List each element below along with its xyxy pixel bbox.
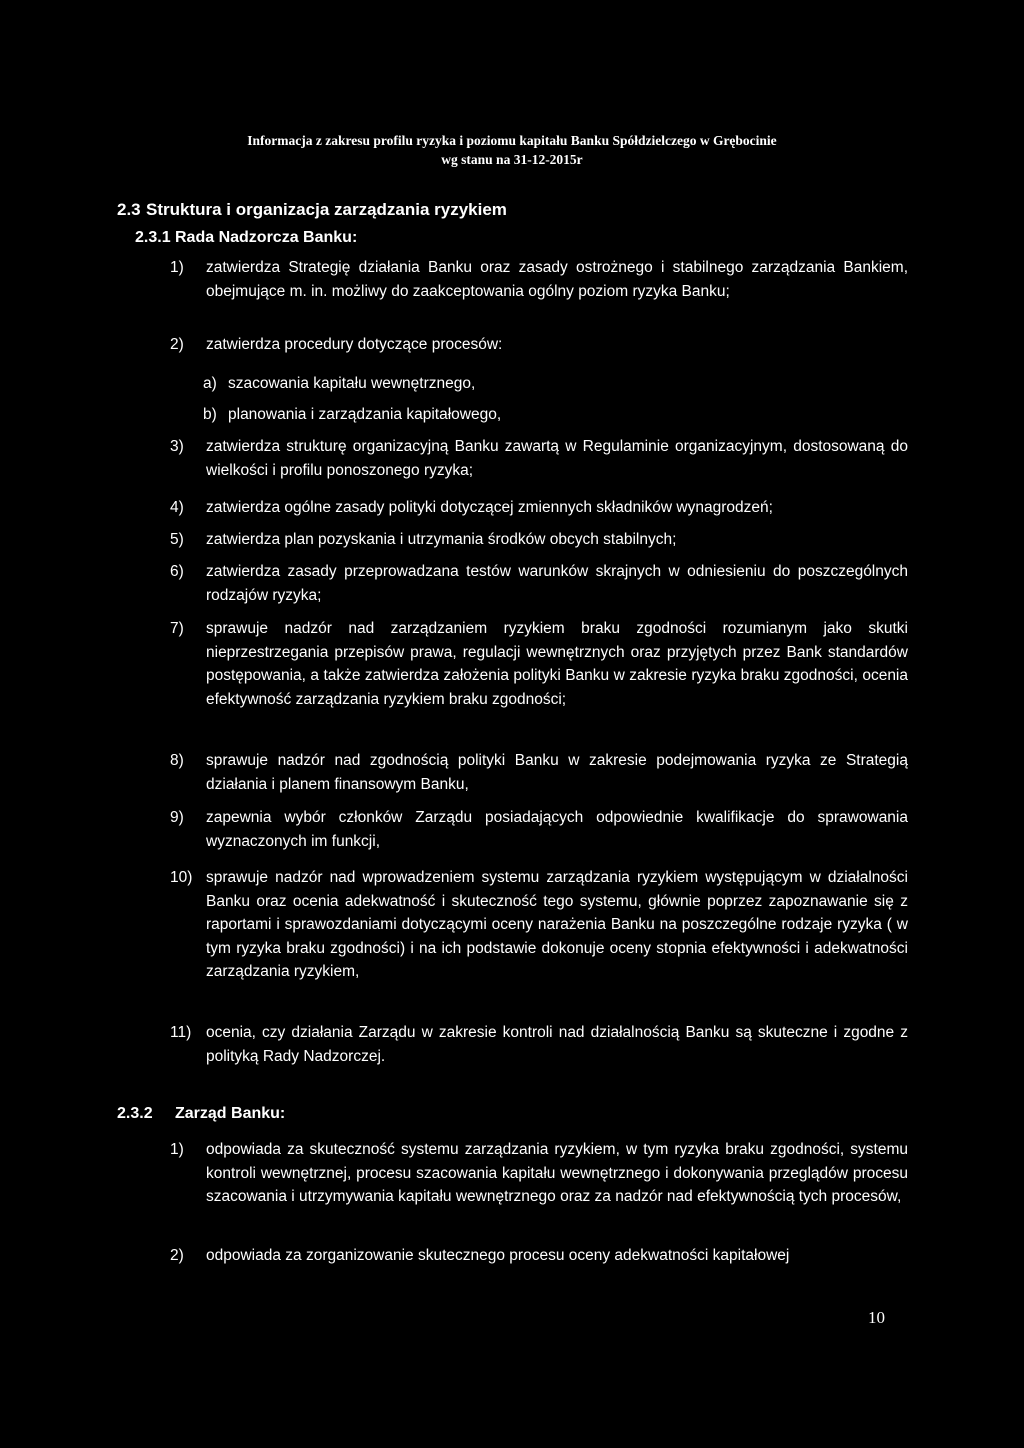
- subsection-title: Rada Nadzorcza Banku:: [175, 229, 358, 246]
- list-item: [170, 1021, 908, 1068]
- list-item: [170, 560, 908, 607]
- list-item-number: 2): [170, 336, 184, 353]
- section-title: Struktura i organizacja zarządzania ryzykiem: [146, 200, 507, 219]
- list-item-text: zatwierdza zasady przeprowadzana testów warunków skrajnych w odniesieniu do poszczególnych rodzajów ryzyka;: [206, 563, 908, 604]
- list-item-number: 6): [170, 563, 184, 580]
- list-item: [170, 617, 908, 711]
- header-line-1: Informacja z zakresu profilu ryzyka i poziomu kapitału Banku Spółdzielczego w Grębocinie: [247, 133, 777, 148]
- list-item-number: 5): [170, 531, 184, 548]
- list-item-number: 4): [170, 499, 184, 516]
- sub-list-item-text: planowania i zarządzania kapitałowego,: [228, 406, 502, 423]
- list-item-number: 7): [170, 620, 184, 637]
- list-item: [170, 806, 908, 853]
- subsection-number: 2.3.2: [117, 1105, 153, 1122]
- list-item-text: zatwierdza Strategię działania Banku oraz zasady ostrożnego i stabilnego zarządzania Bankiem, obejmujące m. in. możliwy do zaakceptowania ogólny poziom ryzyka Banku;: [206, 259, 908, 300]
- list-item-text: zapewnia wybór członków Zarządu posiadających odpowiednie kwalifikacje do sprawowania wyznaczonych im funkcji,: [206, 809, 908, 850]
- list-item-number: 2): [170, 1247, 184, 1264]
- list-item-text: odpowiada za zorganizowanie skutecznego procesu oceny adekwatności kapitałowej: [206, 1247, 790, 1264]
- list-item-number: 8): [170, 752, 184, 769]
- list-item-text: sprawuje nadzór nad wprowadzeniem systemu zarządzania ryzykiem występującym w działalności Banku oraz ocenia adekwatność i skuteczność tego systemu, głównie poprzez zapoznawanie się z raportami i sprawozdaniami dotyczącymi oceny narażenia Banku na poszczególne rodzaje ryzyka ( w tym ryzyka braku zgodności) i na ich podstawie dokonuje oceny stopnia efektywności i adekwatności zarządzania ryzykiem,: [206, 869, 908, 980]
- list-item: [170, 333, 908, 357]
- list-item-text: zatwierdza ogólne zasady polityki dotyczącej zmiennych składników wynagrodzeń;: [206, 499, 773, 516]
- list-item: [170, 528, 908, 552]
- list-item-text: sprawuje nadzór nad zarządzaniem ryzykiem braku zgodności rozumianym jako skutki nieprzestrzegania przepisów prawa, regulacji wewnętrznych oraz przyjętych przez Bank standardów postępowania, a także zatwierdza założenia polityki Banku w zakresie ryzyka braku zgodności, ocenia efektywność zarządzania ryzykiem braku zgodności;: [206, 620, 908, 708]
- subsection-title: Zarząd Banku:: [175, 1105, 286, 1122]
- list-item-text: zatwierdza procedury dotyczące procesów:: [206, 336, 503, 353]
- sub-list-item-letter: b): [203, 406, 217, 423]
- subsection-heading-1: [135, 229, 357, 247]
- list-item-text: zatwierdza plan pozyskania i utrzymania środków obcych stabilnych;: [206, 531, 677, 548]
- list-item-text: ocenia, czy działania Zarządu w zakresie kontroli nad działalnością Banku są skuteczne i zgodne z polityką Rady Nadzorczej.: [206, 1024, 908, 1065]
- header-line-2: wg stanu na 31-12-2015r: [441, 152, 583, 167]
- list-item: [170, 1244, 908, 1268]
- list-item: [170, 435, 908, 482]
- sub-list-item-text: szacowania kapitału wewnętrznego,: [228, 375, 476, 392]
- sub-list-item-letter: a): [203, 375, 217, 392]
- list-item-number: 1): [170, 1141, 184, 1158]
- page-number: 10: [868, 1308, 885, 1327]
- list-item-text: sprawuje nadzór nad zgodnością polityki Banku w zakresie podejmowania ryzyka ze Strategią działania i planem finansowym Banku,: [206, 752, 908, 793]
- section-number: 2.3: [117, 200, 141, 219]
- list-item: [170, 256, 908, 303]
- sub-list-item: [203, 403, 501, 427]
- list-item: [170, 866, 908, 984]
- section-heading: [117, 200, 507, 220]
- list-item: [170, 749, 908, 796]
- document-header: [0, 131, 1024, 169]
- subsection-number: 2.3.1: [135, 229, 171, 246]
- list-item-number: 1): [170, 259, 184, 276]
- subsection-heading-2: [117, 1105, 285, 1123]
- list-item-number: 9): [170, 809, 184, 826]
- list-item-text: zatwierdza strukturę organizacyjną Banku zawartą w Regulaminie organizacyjnym, dostosowaną do wielkości i profilu ponoszonego ryzyka;: [206, 438, 908, 479]
- list-item-number: 10): [170, 869, 193, 886]
- list-item: [170, 1138, 908, 1209]
- list-item-number: 11): [170, 1024, 192, 1041]
- list-item-text: odpowiada za skuteczność systemu zarządzania ryzykiem, w tym ryzyka braku zgodności, systemu kontroli wewnętrznej, procesu szacowania kapitału wewnętrznego i dokonywania przeglądów procesu szacowania i utrzymywania kapitału wewnętrznego oraz za nadzór nad efektywnością tych procesów,: [206, 1141, 908, 1205]
- list-item: [170, 496, 908, 520]
- sub-list-item: [203, 372, 475, 396]
- list-item-number: 3): [170, 438, 184, 455]
